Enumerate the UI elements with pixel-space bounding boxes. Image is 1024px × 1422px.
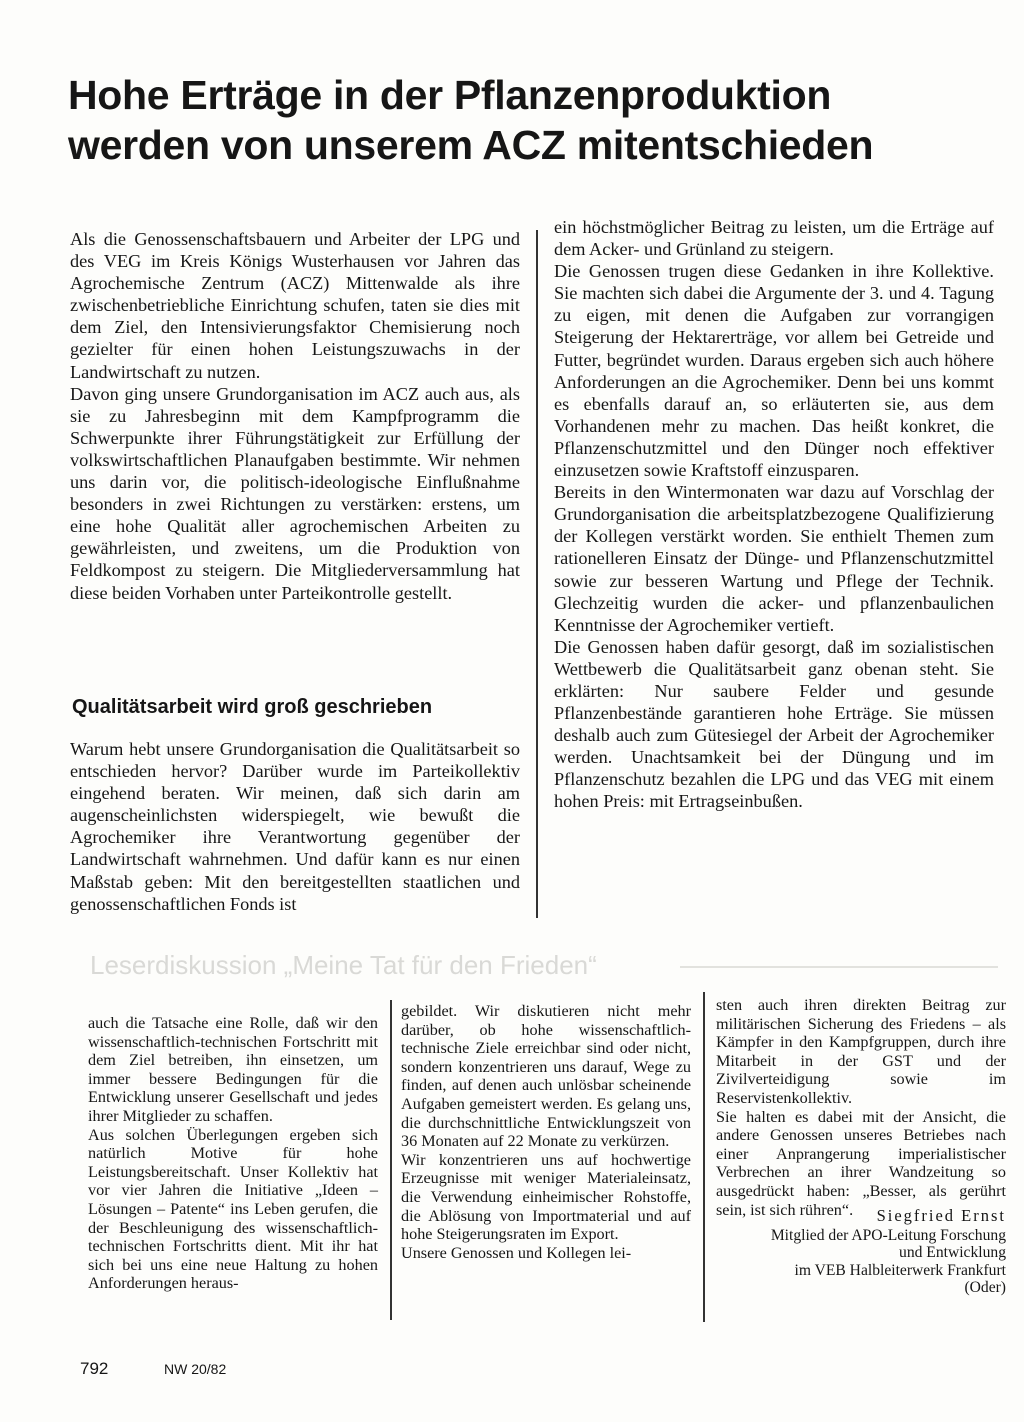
letter-column-3 (716, 996, 1006, 1219)
faded-rule (680, 966, 998, 968)
paragraph: Die Genossen trugen diese Gedanken in ihre Kollektive. Sie machten sich dabei die Argumente der 3. und 4. Tagung zu eigen, mit denen die Aufgaben zur vorrangigen Steigerung der Hektarerträge, vor allem bei Getreide und Futter, begründet wurden. Daraus ergeben sich auch höhere Anforderungen an die Agrochemiker. Denn bei uns kommt es ebenfalls darauf an, so erläuterten sie, aus dem Vorhandenen mehr zu machen. Das heißt konkret, die Pflanzenschutzmittel und den Dünger noch effektiver einzusetzen sowie Kraftstoff einzusparen. (554, 261, 994, 481)
section-subheading: Qualitätsarbeit wird groß geschrieben (72, 696, 433, 718)
author-name: Siegfried Ernst (876, 1206, 1006, 1225)
signature-block (706, 1207, 1006, 1297)
paragraph: Als die Genossenschaftsbauern und Arbeiter der LPG und des VEG im Kreis Königs Wusterhausen vor Jahren das Agrochemische Zentrum (ACZ) Mittenwalde als ihre zwischenbetriebliche Einrichtung schufen, taten sie dies mit dem Ziel, den Intensivierungsfaktor Chemisierung noch gezielter für einen hohen Leistungszuwachs in der Landwirtschaft zu nutzen. (70, 229, 520, 382)
headline-line: werden von unserem ACZ mitentschieden (68, 122, 874, 168)
paragraph: Die Genossen haben dafür gesorgt, daß im sozialistischen Wettbewerb die Qualitätsarbeit ganz obenan steht. Sie erklärten: Nur saubere Felder und gesunde Pflanzenbestände garantieren hohe Erträge. Sie müssen deshalb auch zum Gütesiegel der Arbeit der Agrochemiker werden. Unachtsamkeit bei der Düngung und im Pflanzenschutz bezahlen die LPG und das VEG mit einem hohen Preis: mit Ertragseinbußen. (554, 636, 994, 812)
author-role-line: (Oder) (964, 1279, 1006, 1296)
author-role-line: und Entwicklung (899, 1244, 1006, 1261)
article-column-left-top (70, 228, 520, 604)
paragraph: Aus solchen Überlegungen ergeben sich natürlich Motive für hohe Leistungsbereitschaft. Unser Kollektiv hat vor vier Jahren die Initiative „Ideen – Lösungen – Patente“ ins Leben gerufen, die der Beschleunigung des wissenschaftlich-technischen Fortschritts dient. Mit ihr hat sich bei uns eine neue Haltung zu hohen Anforderungen heraus- (88, 1125, 378, 1293)
column-divider (536, 230, 538, 918)
paragraph: Bereits in den Wintermonaten war dazu auf Vorschlag der Grundorganisation die arbeitsplatzbezogene Qualifizierung der Kollegen verstärkt worden. Sie enthielt Themen zum rationelleren Einsatz der Dünge- und Pflanzenschutzmittel sowie zur besseren Wartung und Pflege der Technik. Glechzeitig wurden die acker- und pflanzenbaulichen Kenntnisse der Agrochemiker vertieft. (554, 482, 994, 635)
author-role-line: Mitglied der APO-Leitung Forschung (770, 1226, 1006, 1244)
author-role-line: im VEB Halbleiterwerk Frankfurt (794, 1261, 1006, 1279)
paragraph: Unsere Genossen und Kollegen lei- (401, 1243, 632, 1262)
article-headline (68, 70, 988, 170)
paragraph: gebildet. Wir diskutieren nicht mehr darüber, ob hohe wissenschaftlich-technische Ziele erreichbar sind oder nicht, sondern konzentrieren uns darauf, Wege zu finden, auf denen auch unlösbar scheinende Aufgaben gemeistert werden. Es gelang uns, die durchschnittliche Entwicklungszeit von 36 Monaten auf 22 Monate zu verkürzen. (401, 1002, 691, 1151)
column-divider (390, 1000, 392, 1320)
faded-section-header: Leserdiskussion „Meine Tat für den Frieden“ (90, 950, 597, 980)
paragraph: Warum hebt unsere Grundorganisation die Qualitätsarbeit so entschieden hervor? Darüber wurde im Parteikollektiv eingehend beraten. Wir meinen, daß sich darin am augenscheinlichsten widerspiegelt, wie bewußt die Agrochemiker ihre Verantwortung gegenüber der Landwirtschaft wahrnehmen. Und dafür kann es nur einen Maßstab geben: Mit den bereitgestellten staatlichen und genossenschaftlichen Fonds ist (70, 739, 520, 914)
letter-column-2 (401, 1002, 691, 1262)
article-column-left-bottom (70, 738, 520, 915)
paragraph: sten auch ihren direkten Beitrag zur militärischen Sicherung des Friedens – als Kämpfer in den Kampfgruppen, durch ihre Mitarbeit in der GST und der Zivilverteidigung sowie im Reservistenkollektiv. (716, 996, 1006, 1107)
headline-line: Hohe Erträge in der Pflanzenproduktion (68, 72, 832, 118)
paragraph: Wir konzentrieren uns auf hochwertige Erzeugnisse mit weniger Materialeinsatz, die Verwendung einheimischer Rohstoffe, die Ablösung von Importmaterial und auf hohe Steigerungsraten im Export. (401, 1150, 691, 1244)
paragraph: Davon ging unsere Grundorganisation im ACZ auch aus, als sie zu Jahresbeginn mit dem Kampfprogramm die Schwerpunkte ihrer Führungstätigkeit zur Erfüllung der volkswirtschaftlichen Planaufgaben bestimmte. Wir nehmen uns darin vor, die politisch-ideologische Einflußnahme besonders in zwei Richtungen zu verstärken: erstens, um eine hohe Qualität aller agrochemischen Arbeiten zu gewährleisten, und zweitens, um die Produktion von Feldkompost zu steigern. Die Mitgliederversammlung hat diese beiden Vorhaben unter Parteikontrolle gestellt. (70, 383, 520, 603)
column-divider (703, 992, 705, 1322)
paragraph: Sie halten es dabei mit der Ansicht, die andere Genossen unseres Betriebes nach einer Anprangerung imperialistischer Verbrechen an ihrer Wandzeitung so ausgedrückt haben: „Besser, als gerührt sein, ist sich rühren“. (716, 1107, 1006, 1219)
article-column-right (554, 216, 994, 813)
letter-column-1 (88, 1014, 378, 1293)
paragraph: auch die Tatsache eine Rolle, daß wir den wissenschaftlich-technischen Fortschritt mit dem Ziel betreiben, ihn einsetzen, um immer bessere Bedingungen für die Entwicklung unserer Gesellschaft und jedes ihrer Mitglieder zu schaffen. (88, 1014, 378, 1125)
page-number: 792 (80, 1359, 109, 1378)
paragraph: ein höchstmöglicher Beitrag zu leisten, um die Erträge auf dem Acker- und Grünland zu steigern. (554, 217, 994, 260)
issue-label: NW 20/82 (164, 1361, 227, 1377)
